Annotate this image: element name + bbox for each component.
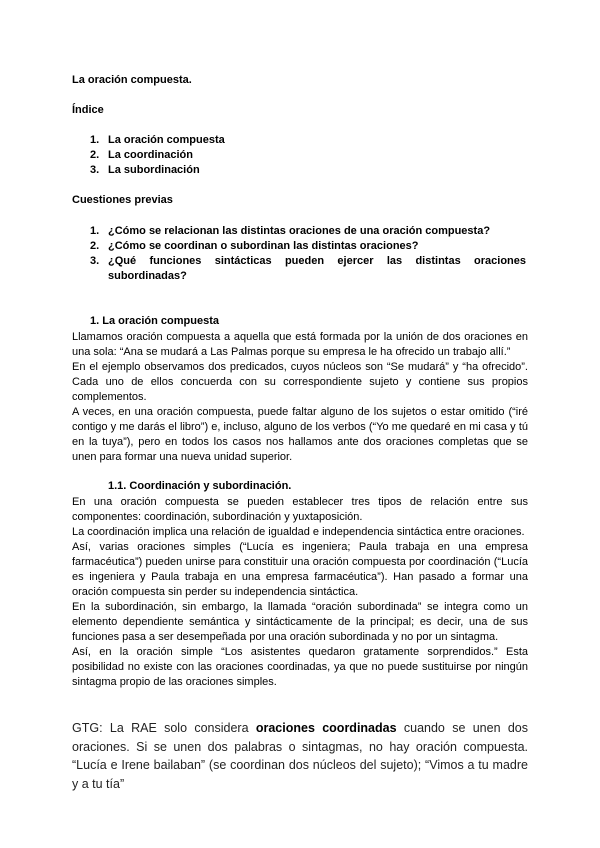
questions-heading: Cuestiones previas [72, 194, 173, 206]
question-text: ¿Cómo se coordinan o subordinan las distintas oraciones? [108, 240, 419, 252]
index-item-label: La oración compuesta [108, 134, 225, 146]
paragraph: En la subordinación, sin embargo, la llamada “oración subordinada” se integra como un elemento dependiente semántica y sintácticamente de la principal; es decir, una de sus funciones pasa a ser desempeñada por una oración subordinada y no por un sintagma. [72, 601, 528, 643]
note-paragraph: GTG: La RAE solo considera oraciones coordinadas cuando se unen dos oraciones. Si se unen dos palabras o sintagmas, no hay oración compuesta. “Lucía e Irene bailaban” (se coordinan dos núcleos del sujeto); “Vimos a tu madre y a tu tía” [72, 721, 528, 791]
paragraph: La coordinación implica una relación de igualdad e independencia sintáctica entre oraciones. [72, 526, 525, 538]
index-item-label: La subordinación [108, 164, 200, 176]
index-item: 3. La subordinación [90, 164, 200, 176]
paragraph: Llamamos oración compuesta a aquella que está formada por la unión de dos oraciones en una sola: “Ana se mudará a Las Palmas porque su empresa le ha ofrecido un trabajo allí.” [72, 331, 528, 358]
paragraph: Así, varias oraciones simples (“Lucía es ingeniera; Paula trabaja en una empresa farmacéutica”) pueden unirse para constituir una oración compuesta por coordinación (“Lucía es ingeniera y Paula trabaja en una empresa farmacéutica”). Han pasado a formar una oración compuesta sin perder su independencia sintáctica. [72, 541, 528, 598]
index-item-label: La coordinación [108, 149, 193, 161]
paragraph: En el ejemplo observamos dos predicados, cuyos núcleos son “Se mudará” y “ha ofrecido”. Cada uno de ellos concuerda con su correspondiente sujeto y contiene sus propios complementos. [72, 361, 528, 403]
subsection-body [72, 495, 528, 690]
paragraph: Así, en la oración simple “Los asistentes quedaron gratamente sorprendidos.” Esta posibilidad no existe con las oraciones coordinadas, ya que no puede sustituirse por ningún sintagma propio de las oraciones simples. [72, 646, 528, 688]
index-heading: Índice [72, 104, 104, 116]
index-list [90, 133, 225, 178]
question-text: ¿Qué funciones sintácticas pueden ejercer las distintas oraciones subordinadas? [108, 255, 526, 282]
question-item: 2. ¿Cómo se coordinan o subordinan las distintas oraciones? [90, 239, 526, 254]
document-title: La oración compuesta. [72, 74, 192, 86]
question-item: 1. ¿Cómo se relacionan las distintas oraciones de una oración compuesta? [90, 224, 526, 239]
section-body [72, 330, 528, 465]
paragraph: A veces, en una oración compuesta, puede faltar alguno de los sujetos o estar omitido (“iré contigo y me darás el libro”) e, incluso, alguno de los verbos (“Yo me quedaré en mi casa y tú en la tuya”), pero en todos los casos nos hallamos ante dos oraciones completas que se unen para formar una nueva unidad superior. [72, 406, 528, 463]
note-emphasis: oraciones coordinadas [255, 721, 397, 735]
subsection-heading: 1.1. Coordinación y subordinación. [108, 480, 292, 492]
index-item: 1. La oración compuesta [90, 134, 225, 146]
question-text: ¿Cómo se relacionan las distintas oraciones de una oración compuesta? [108, 225, 491, 237]
questions-list [90, 224, 526, 284]
index-item: 2. La coordinación [90, 149, 193, 161]
section-heading: 1. La oración compuesta [90, 315, 219, 327]
question-item: 3. ¿Qué funciones sintácticas pueden ejercer las distintas oraciones subordinadas? [90, 255, 526, 282]
paragraph: En una oración compuesta se pueden establecer tres tipos de relación entre sus componentes: coordinación, subordinación y yuxtaposición. [72, 496, 528, 523]
